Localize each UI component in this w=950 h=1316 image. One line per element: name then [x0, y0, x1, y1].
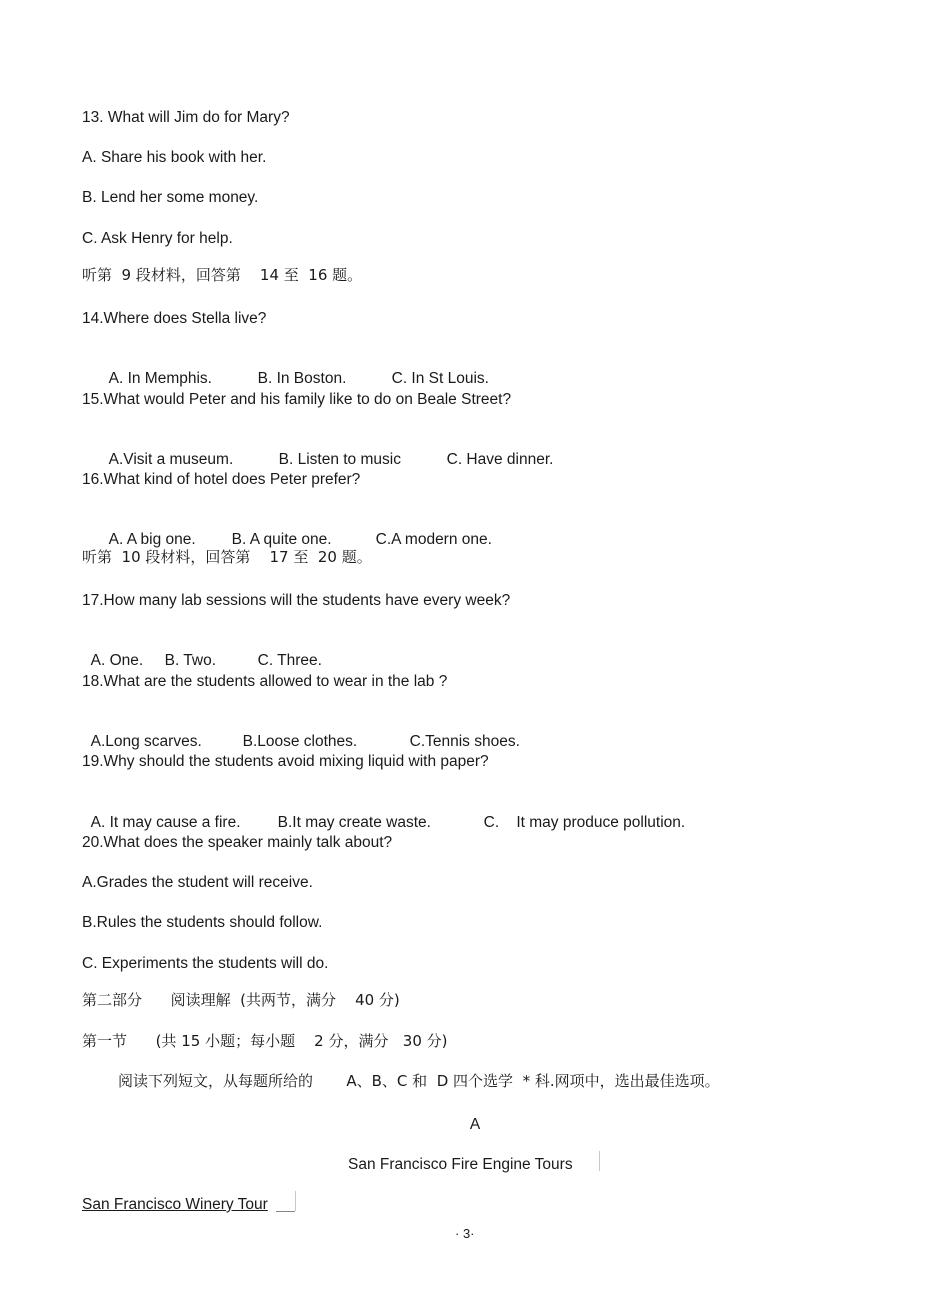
q18-option-c: C.Tennis shoes. — [409, 733, 520, 750]
q16-option-c: C.A modern one. — [375, 531, 492, 548]
q13-option-a: A. Share his book with her. — [82, 149, 267, 166]
q17-options — [82, 631, 322, 671]
q19-question: 19.Why should the students avoid mixing liquid with paper? — [82, 753, 489, 770]
q19-option-a: A. It may cause a fire. — [90, 814, 241, 831]
q20-option-c: C. Experiments the students will do. — [82, 955, 329, 972]
q17-option-a: A. One. — [90, 652, 144, 669]
q15-option-a: A.Visit a museum. — [108, 451, 234, 468]
q17-option-b: B. Two. — [164, 652, 217, 669]
q14-option-c: C. In St Louis. — [391, 370, 489, 387]
part2-heading: 第二部分 阅读理解 (共两节，满分 40 分) — [82, 991, 400, 1009]
q17-option-c: C. Three. — [257, 652, 322, 669]
winery-underline-ext — [276, 1211, 295, 1212]
q20-option-a: A.Grades the student will receive. — [82, 874, 313, 891]
section1-heading: 第一节 (共 15 小题；每小题 2 分，满分 30 分) — [82, 1032, 448, 1050]
passage-title: San Francisco Fire Engine Tours — [348, 1156, 573, 1173]
q19-options — [82, 793, 685, 833]
q15-option-c: C. Have dinner. — [446, 451, 554, 468]
q15-options — [100, 430, 553, 470]
q18-option-a: A.Long scarves. — [90, 733, 202, 750]
q18-option-b: B.Loose clothes. — [242, 733, 358, 750]
q16-option-a: A. A big one. — [108, 531, 196, 548]
q13-question: 13. What will Jim do for Mary? — [82, 109, 290, 126]
q14-option-b: B. In Boston. — [257, 370, 347, 387]
q19-option-c: C. It may produce pollution. — [483, 814, 686, 831]
q13-option-c: C. Ask Henry for help. — [82, 230, 233, 247]
q17-question: 17.How many lab sessions will the students have every week? — [82, 592, 511, 609]
q18-question: 18.What are the students allowed to wear in the lab ? — [82, 673, 448, 690]
passage-label: A — [469, 1116, 481, 1133]
q20-option-b: B.Rules the students should follow. — [82, 914, 323, 931]
winery-divider — [295, 1191, 296, 1211]
section9-heading: 听第 9 段材料，回答第 14 至 16 题。 — [82, 266, 363, 284]
title-divider — [599, 1151, 600, 1171]
q13-option-b: B. Lend her some money. — [82, 189, 259, 206]
q14-option-a: A. In Memphis. — [108, 370, 212, 387]
q14-options — [100, 349, 489, 389]
reading-instructions: 阅读下列短文，从每题所给的 A、B、C 和 D 四个选学 * 科.网项中，选出最佳选项。 — [118, 1072, 720, 1090]
q16-question: 16.What kind of hotel does Peter prefer? — [82, 471, 361, 488]
section10-heading: 听第 10 段材料，回答第 17 至 20 题。 — [82, 548, 372, 566]
q16-options — [100, 510, 492, 550]
q18-options — [82, 712, 520, 752]
page-number: · 3· — [455, 1226, 475, 1241]
q16-option-b: B. A quite one. — [231, 531, 332, 548]
q19-option-b: B.It may create waste. — [277, 814, 431, 831]
q20-question: 20.What does the speaker mainly talk about? — [82, 834, 393, 851]
q15-option-b: B. Listen to music — [278, 451, 401, 468]
winery-heading: San Francisco Winery Tour — [82, 1196, 268, 1213]
q14-question: 14.Where does Stella live? — [82, 310, 267, 327]
q15-question: 15.What would Peter and his family like to do on Beale Street? — [82, 391, 512, 408]
